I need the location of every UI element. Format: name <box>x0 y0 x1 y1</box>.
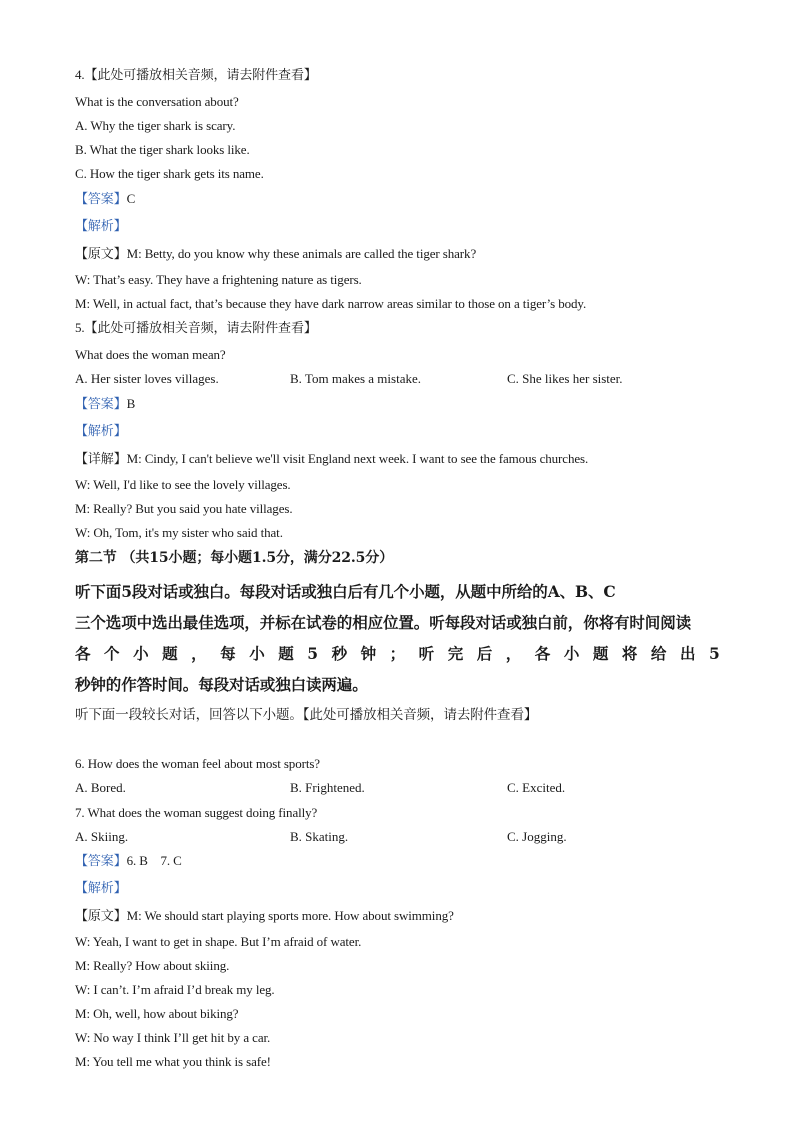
answer-tag: 【答案】 <box>75 396 127 411</box>
instructions-line-2: 三个选项中选出最佳选项，并标在试卷的相应位置。听每段对话或独白前，你将有时间阅读 <box>75 613 692 632</box>
q6-option-c: C. Excited. <box>507 780 566 795</box>
q7-option-a: A. Skiing. <box>75 829 129 844</box>
q4-header: 4.【此处可播放相关音频，请去附件查看】 <box>75 67 317 82</box>
instruction-char: 小 <box>563 644 580 663</box>
q5-header: 5.【此处可播放相关音频，请去附件查看】 <box>75 320 317 335</box>
q7-option-b: B. Skating. <box>290 829 349 844</box>
instruction-char: 给 <box>650 644 667 663</box>
q67-transcript-6: W: No way I think I’ll get hit by a car. <box>75 1030 271 1045</box>
q6-option-b: B. Frightened. <box>290 780 365 795</box>
q4-option-c: C. How the tiger shark gets its name. <box>75 166 264 181</box>
instruction-char: 小 <box>133 644 149 663</box>
q5-answer <box>75 396 135 412</box>
q67-transcript-3: M: Really? How about skiing. <box>75 958 230 973</box>
q5-transcript-1 <box>75 451 588 467</box>
q5-option-b: B. Tom makes a mistake. <box>290 371 421 386</box>
instruction-char: ， <box>191 644 207 663</box>
instruction-char: ， <box>505 644 522 663</box>
q5-question: What does the woman mean? <box>75 347 226 362</box>
detail-tag: 【详解】 <box>75 451 127 466</box>
q5-transcript-2: W: Well, I'd like to see the lovely villages. <box>75 477 291 492</box>
instruction-char: 每 <box>220 644 236 663</box>
transcript-line: M: We should start playing sports more. How about swimming? <box>126 908 454 923</box>
q5-option-a: A. Her sister loves villages. <box>75 371 219 386</box>
instructions-line-4: 秒钟的作答时间。每段对话或独白读两遍。 <box>75 675 368 694</box>
q67-transcript-2: W: Yeah, I want to get in shape. But I’m afraid of water. <box>75 934 362 949</box>
instruction-char: 秒 <box>331 644 348 663</box>
instruction-char: 5 <box>708 644 720 663</box>
q4-option-a: A. Why the tiger shark is scary. <box>75 118 236 133</box>
q4-transcript-3: M: Well, in actual fact, that’s because they have dark narrow areas similar to those on a tiger’s body. <box>75 296 587 311</box>
q5-option-c: C. She likes her sister. <box>507 371 623 386</box>
q67-analysis-tag: 【解析】 <box>75 880 127 895</box>
instruction-char: 5 <box>307 644 319 663</box>
q6-question: 6. How does the woman feel about most sports? <box>75 756 320 771</box>
q67-transcript-4: W: I can’t. I’m afraid I’d break my leg. <box>75 982 275 997</box>
instruction-char: 出 <box>679 644 696 663</box>
instruction-char: 听 <box>418 644 435 663</box>
instruction-char: 后 <box>476 644 493 663</box>
q67-transcript-7: M: You tell me what you think is safe! <box>75 1054 271 1069</box>
answer-tag: 【答案】 <box>75 853 127 868</box>
answer-tag: 【答案】 <box>75 191 127 206</box>
instruction-char: 题 <box>162 644 178 663</box>
transcript-line: M: Betty, do you know why these animals are called the tiger shark? <box>126 246 477 261</box>
instruction-char: 各 <box>534 644 551 663</box>
instruction-char: 将 <box>621 644 638 663</box>
q67-answer <box>75 853 182 869</box>
q5-analysis-tag: 【解析】 <box>75 423 127 438</box>
q7-option-c: C. Jogging. <box>507 829 567 844</box>
instruction-char: 钟 <box>360 644 377 663</box>
original-tag: 【原文】 <box>75 908 127 923</box>
instruction-char: ； <box>389 644 406 663</box>
original-tag: 【原文】 <box>75 246 127 261</box>
q4-question: What is the conversation about? <box>75 94 239 109</box>
q7-question: 7. What does the woman suggest doing finally? <box>75 805 318 820</box>
instruction-char: 各 <box>75 644 91 663</box>
instruction-char: 题 <box>592 644 609 663</box>
q4-transcript-1 <box>75 246 476 262</box>
q4-transcript-2: W: That’s easy. They have a frightening nature as tigers. <box>75 272 362 287</box>
instruction-char: 个 <box>104 644 120 663</box>
instruction-char: 小 <box>249 644 265 663</box>
instruction-char: 题 <box>278 644 294 663</box>
q67-transcript-1 <box>75 908 454 924</box>
q4-option-b: B. What the tiger shark looks like. <box>75 142 250 157</box>
section-title: 第二节 （共15小题；每小题1.5分，满分22.5分） <box>75 550 394 566</box>
q4-analysis-tag: 【解析】 <box>75 218 127 233</box>
instructions-line-3 <box>75 644 720 664</box>
answer-value: B <box>126 396 136 411</box>
q4-answer <box>75 191 135 207</box>
instructions-line-1: 听下面5段对话或独白。每段对话或独白后有几个小题，从题中所给的A、B、C <box>75 582 616 601</box>
instruction-char: 完 <box>447 644 464 663</box>
q5-transcript-4: W: Oh, Tom, it's my sister who said that. <box>75 525 283 540</box>
q67-transcript-5: M: Oh, well, how about biking? <box>75 1006 239 1021</box>
q5-transcript-3: M: Really? But you said you hate villages. <box>75 501 293 516</box>
q6-option-a: A. Bored. <box>75 780 126 795</box>
answer-value: 6. B 7. C <box>126 853 182 868</box>
section-prompt: 听下面一段较长对话，回答以下小题。【此处可播放相关音频，请去附件查看】 <box>75 707 538 722</box>
transcript-line: M: Cindy, I can't believe we'll visit England next week. I want to see the famous churches. <box>126 451 589 466</box>
answer-value: C <box>126 191 136 206</box>
